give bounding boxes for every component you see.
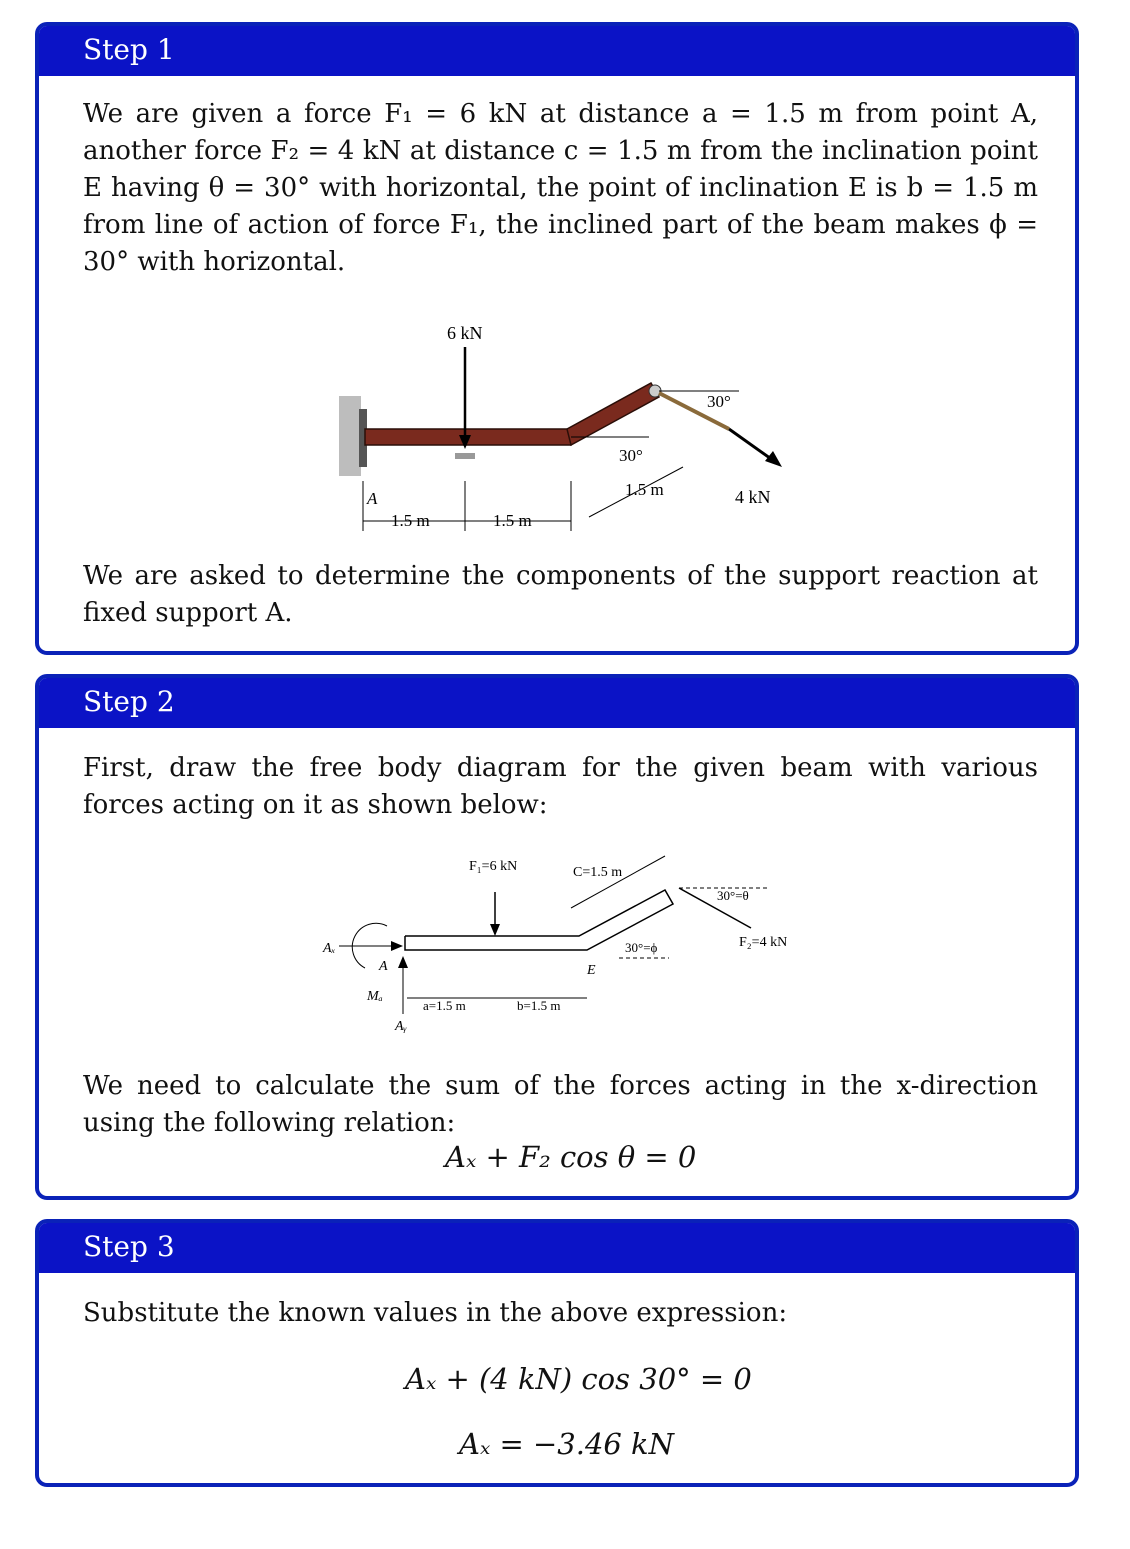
force-2-arrowhead xyxy=(765,451,782,467)
step-2-title: Step 2 xyxy=(39,678,1075,728)
step-1-title: Step 1 xyxy=(39,26,1075,76)
dim-2-label: 1.5 m xyxy=(493,511,532,530)
fbd-ax-label: Aₓ xyxy=(323,941,336,956)
step-1-outro: We are asked to determine the components of the support reaction at fixed support A. xyxy=(83,561,1038,628)
force-1-pad xyxy=(455,453,475,459)
angle-top-label: 30° xyxy=(707,392,731,411)
fbd-ay-label: Aᵧ xyxy=(395,1019,407,1034)
fbd-ma-label: Mₐ xyxy=(367,989,383,1004)
point-a-label: A xyxy=(367,489,378,508)
fbd-a-label: A xyxy=(379,959,388,974)
step-2-equation: Aₓ + F₂ cos θ = 0 xyxy=(445,1140,697,1174)
fbd-c-dim xyxy=(571,856,665,908)
step-1-card xyxy=(35,22,1079,655)
fbd-f1-arrowhead xyxy=(490,924,500,936)
force-2-label: 4 kN xyxy=(735,487,771,507)
fbd-f1-label: F₁=6 kN xyxy=(469,859,518,874)
fbd-c-label: C=1.5 m xyxy=(573,865,623,880)
step-3-equation-2: Aₓ = −3.46 kN xyxy=(459,1427,675,1461)
step-3-intro: Substitute the known values in the above expression: xyxy=(83,1298,788,1328)
step-2-card xyxy=(35,674,1079,1200)
fbd-f2-label: F₂=4 kN xyxy=(739,935,788,950)
step-2-intro: First, draw the free body diagram for the given beam with various forces acting on it as shown below: xyxy=(83,753,1038,820)
step-2-outro: We need to calculate the sum of the forces acting in the x-direction using the following relation: xyxy=(83,1071,1038,1138)
fbd-ay-arrowhead xyxy=(398,956,408,968)
step-1-intro: We are given a force F₁ = 6 kN at distance a = 1.5 m from point A, another force F₂ = 4 kN at distance c = 1.5 m from the inclination point E having θ = 30° with horizontal, the point of inclination E is b = 1.5 m from line of action of force F₁, the inclined part of the beam makes ϕ = 30° with horizontal. xyxy=(83,99,1038,277)
fbd-theta-label: 30°=θ xyxy=(717,888,749,903)
fbd-ax-arrowhead xyxy=(391,941,403,951)
fbd-a-dim-label: a=1.5 m xyxy=(423,998,466,1013)
beam-inclined xyxy=(567,383,659,445)
step-3-title: Step 3 xyxy=(39,1223,1075,1273)
step-3-card xyxy=(35,1219,1079,1487)
force-1-label: 6 kN xyxy=(447,323,483,343)
fbd-e-label: E xyxy=(587,963,596,978)
incline-length-label: 1.5 m xyxy=(625,480,664,499)
dim-1-label: 1.5 m xyxy=(391,511,430,530)
fbd-b-dim-label: b=1.5 m xyxy=(517,998,561,1013)
incline-angle-label: 30° xyxy=(619,446,643,465)
wall-support xyxy=(339,396,361,476)
step-3-equation-1: Aₓ + (4 kN) cos 30° = 0 xyxy=(405,1362,752,1396)
fbd-phi-label: 30°=ϕ xyxy=(625,940,658,955)
beam-figure xyxy=(39,311,1079,541)
free-body-diagram xyxy=(39,848,1079,1058)
force-2-line xyxy=(729,429,774,461)
